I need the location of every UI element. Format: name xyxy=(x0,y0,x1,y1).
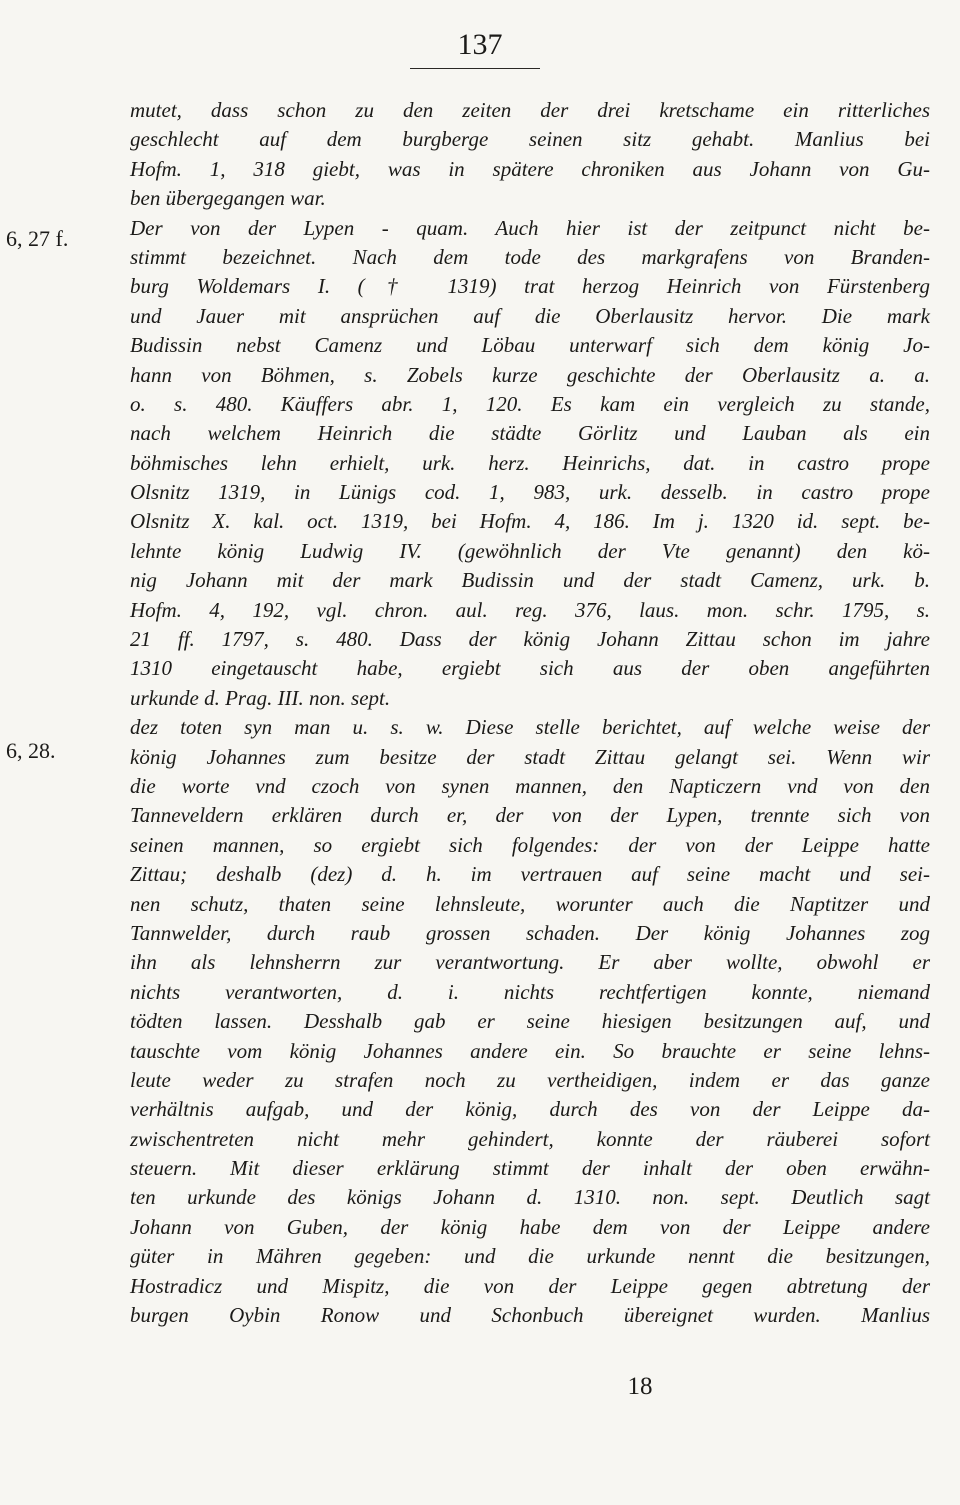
text-line: Der von der Lypen - quam. Auch hier ist der zeitpunct nicht be- xyxy=(130,215,930,240)
text-line: urkunde d. Prag. III. non. sept. xyxy=(130,685,391,710)
text-line: 21 ff. 1797, s. 480. Dass der könig Johann Zittau schon im jahre xyxy=(130,627,930,652)
text-line: Zittau; deshalb (dez) d. h. im vertrauen auf seine macht und sei- xyxy=(130,862,930,887)
text-line: seinen mannen, so ergiebt sich folgendes: der von der Leippe hatte xyxy=(130,832,930,857)
text-line: tödten lassen. Desshalb gab er seine hiesigen besitzungen auf, und xyxy=(130,1009,930,1034)
text-line: Hostradicz und Mispitz, die von der Leippe gegen abtretung der xyxy=(130,1273,930,1298)
text-line: Hofm. 1, 318 giebt, was in spätere chroniken aus Johann von Gu- xyxy=(130,156,930,181)
text-line: nen schutz, thaten seine lehnsleute, worunter auch die Naptitzer und xyxy=(130,891,930,916)
text-line: und Jauer mit ansprüchen auf die Oberlausitz hervor. Die mark xyxy=(130,303,930,328)
text-line: nach welchem Heinrich die städte Görlitz und Lauban als ein xyxy=(130,421,930,446)
text-line: dez toten syn man u. s. w. Diese stelle berichtet, auf welche weise der xyxy=(130,715,930,740)
header-rule xyxy=(410,68,540,69)
text-line: nichts verantworten, d. i. nichts rechtfertigen konnte, niemand xyxy=(130,979,930,1004)
page-number: 137 xyxy=(457,28,503,61)
text-line: Hofm. 4, 192, vgl. chron. aul. reg. 376, laus. mon. schr. 1795, s. xyxy=(130,597,930,622)
signature-mark: 18 xyxy=(627,1373,653,1400)
margin-note-verse-28: 6, 28. xyxy=(6,738,56,763)
text-line: mutet, dass schon zu den zeiten der drei kretschame ein ritterliches xyxy=(130,98,930,122)
margin-note-verse-27: 6, 27 f. xyxy=(6,226,69,251)
text-line: könig Johannes zum besitze der stadt Zittau gelangt sei. Wenn wir xyxy=(130,744,930,769)
text-line: zwischentreten nicht mehr gehindert, konnte der räuberei sofort xyxy=(130,1126,930,1151)
text-line: hann von Böhmen, s. Zobels kurze geschichte der Oberlausitz a. a. xyxy=(130,362,930,387)
text-line: burg Woldemars I. († 1319) trat herzog Heinrich von Fürstenberg xyxy=(130,274,930,299)
text-line: Olsnitz 1319, in Lünigs cod. 1, 983, urk. desselb. in castro prope xyxy=(130,480,930,505)
text-line: verhältnis aufgab, und der könig, durch des von der Leippe da- xyxy=(130,1097,930,1122)
text-line: geschlecht auf dem burgberge seinen sitz gehabt. Manlius bei xyxy=(130,127,930,152)
text-line: Budissin nebst Camenz und Löbau unterwarf sich dem könig Jo- xyxy=(130,333,930,358)
text-line: nig Johann mit der mark Budissin und der stadt Camenz, urk. b. xyxy=(130,568,930,593)
text-line: Olsnitz X. kal. oct. 1319, bei Hofm. 4, 186. Im j. 1320 id. sept. be- xyxy=(130,509,930,534)
text-line: ben übergegangen war. xyxy=(130,186,326,211)
text-line: stimmt bezeichnet. Nach dem tode des markgrafens von Branden- xyxy=(130,244,930,269)
text-line: die worte vnd czoch von synen mannen, den Napticzern vnd von den xyxy=(130,773,930,798)
text-line: burgen Oybin Ronow und Schonbuch übereignet wurden. Manlius xyxy=(130,1303,930,1328)
text-line: böhmisches lehn erhielt, urk. herz. Heinrichs, dat. in castro prope xyxy=(130,450,930,475)
text-line: o. s. 480. Käuffers abr. 1, 120. Es kam ein vergleich zu stande, xyxy=(130,391,930,416)
text-line: leute weder zu strafen noch zu vertheidigen, indem er das ganze xyxy=(130,1067,930,1092)
text-line: Tanneveldern erklären durch er, der von der Lypen, trennte sich von xyxy=(130,803,930,828)
commentary-text xyxy=(130,96,930,1330)
text-line: ten urkunde des königs Johann d. 1310. non. sept. Deutlich sagt xyxy=(130,1185,930,1210)
text-line: Johann von Guben, der könig habe dem von der Leippe andere xyxy=(130,1214,930,1239)
text-line: Tannwelder, durch raub grossen schaden. Der könig Johannes zog xyxy=(130,920,930,945)
text-line: ihn als lehnsherrn zur verantwortung. Er aber wollte, obwohl er xyxy=(130,950,930,975)
text-line: lehnte könig Ludwig IV. (gewöhnlich der Vte genannt) den kö- xyxy=(130,538,930,563)
text-line: güter in Mähren gegeben: und die urkunde nennt die besitzungen, xyxy=(130,1244,930,1269)
text-line: 1310 eingetauscht habe, ergiebt sich aus der oben angeführten xyxy=(130,656,930,681)
text-line: steuern. Mit dieser erklärung stimmt der inhalt der oben erwähn- xyxy=(130,1156,930,1181)
text-line: tauschte vom könig Johannes andere ein. So brauchte er seine lehns- xyxy=(130,1038,930,1063)
